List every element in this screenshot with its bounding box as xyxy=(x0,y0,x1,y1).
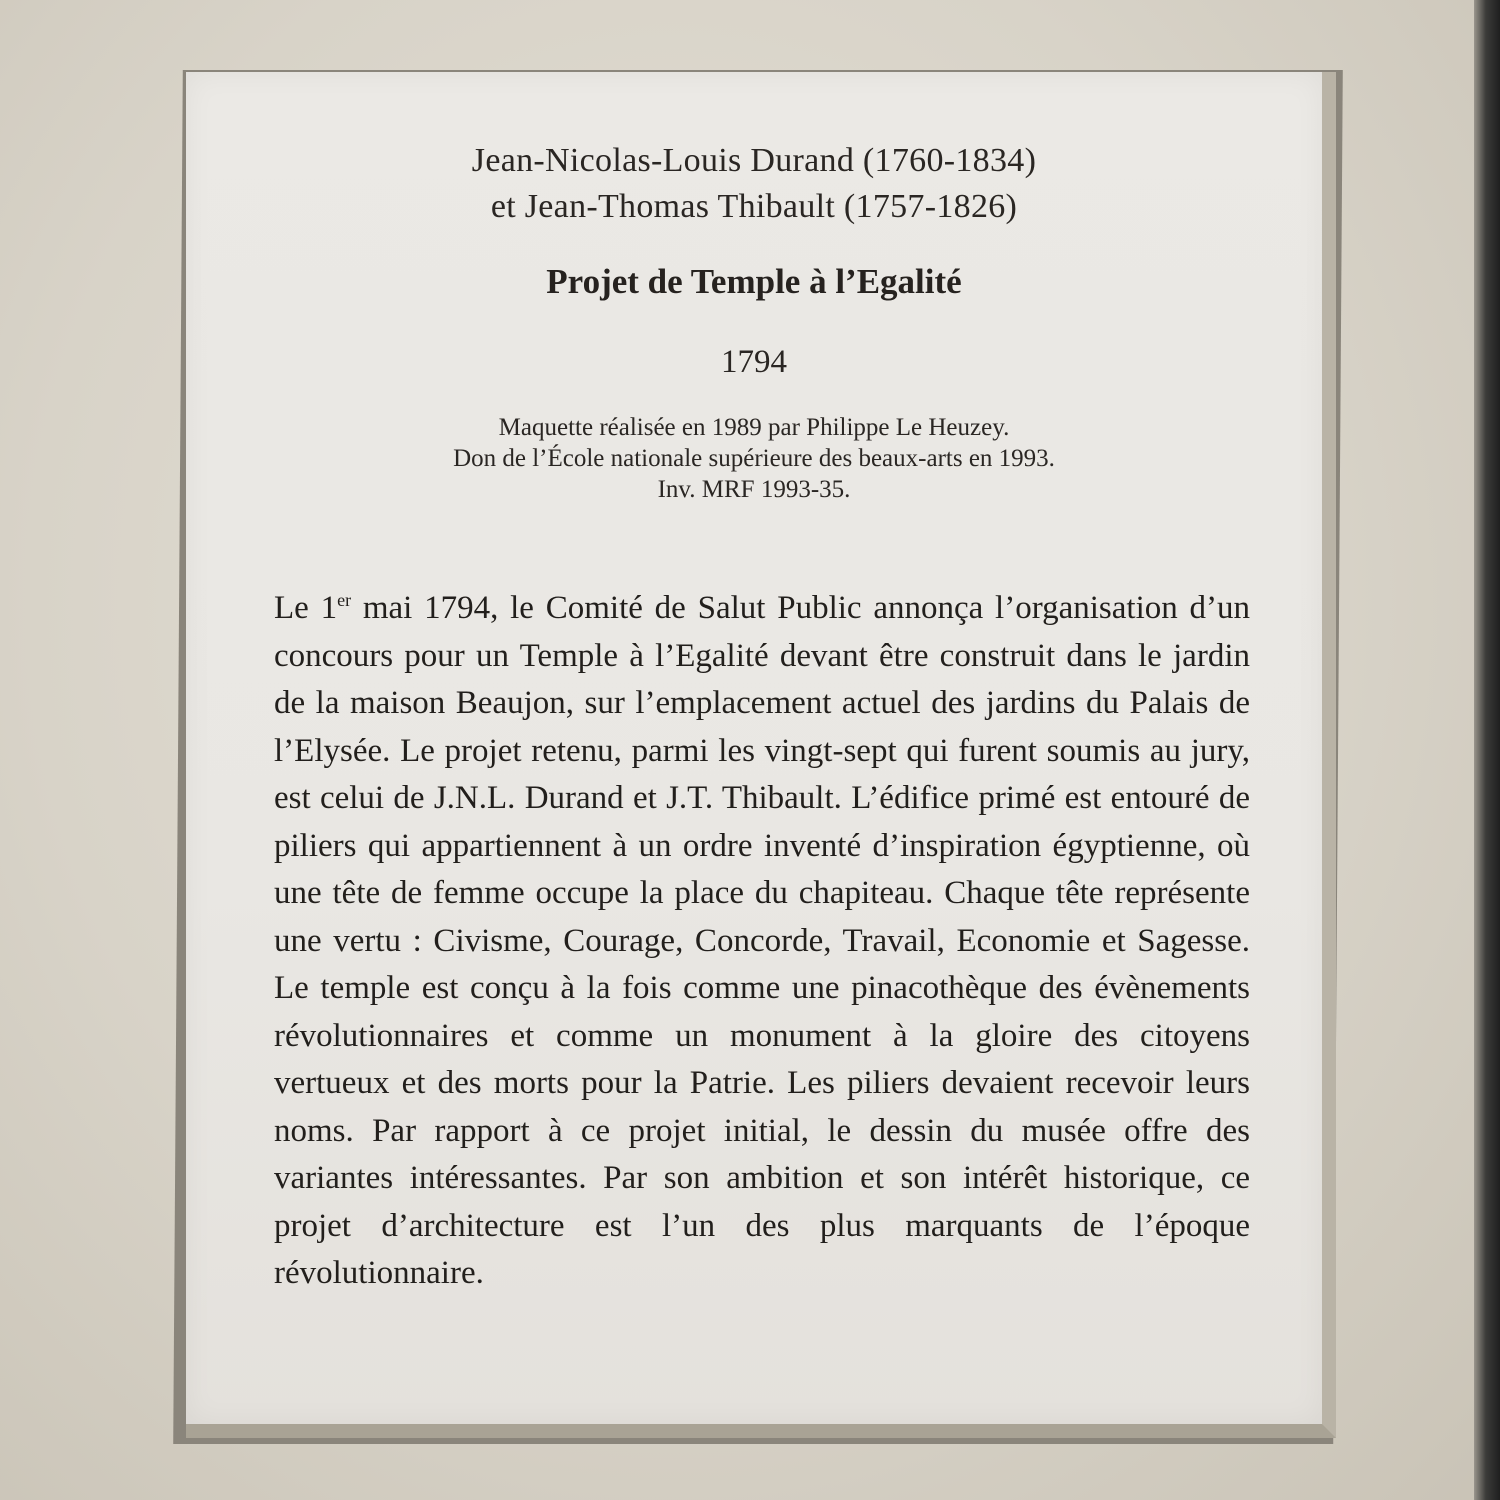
museum-label-panel xyxy=(186,72,1336,1438)
frame-edge xyxy=(1474,0,1500,1500)
author-line-1: Jean-Nicolas-Louis Durand (1760-1834) xyxy=(471,142,1037,179)
artwork-year: 1794 xyxy=(721,344,787,380)
credits-block xyxy=(186,412,1322,505)
description-body: mai 1794, le Comité de Salut Public annonça l’organisation d’un concours pour un Temple à l’Egalité devant être construit dans le jardin de la maison Beaujon, sur l’emplacement actuel des jardins du Palais de l’Elysée. Le projet retenu, parmi les vingt-sept qui furent soumis au jury, est celui de J.N.L. Durand et J.T. Thibault. L’édifice primé est entouré de piliers qui appartiennent à un ordre inventé d’inspiration égyptienne, où une tête de femme occupe la place du chapiteau. Chaque tête représente une vertu : Civisme, Courage, Concorde, Travail, Economie et Sagesse. Le temple est conçu à la fois comme une pinacothèque des évènements révolutionnaires et comme un monument à la gloire des citoyens vertueux et des morts pour la Patrie. Les piliers devaient recevoir leurs noms. Par rapport à ce projet initial, le dessin du musée offre des variantes intéressantes. Par son ambition et son intérêt historique, ce projet d’architecture est l’un des plus marquants de l’époque révolutionnaire. xyxy=(274,590,1251,1291)
author-line-2: et Jean-Thomas Thibault (1757-1826) xyxy=(490,188,1018,225)
credit-line-2: Don de l’École nationale supérieure des beaux-arts en 1993. xyxy=(453,445,1055,472)
description-lead: Le 1 xyxy=(274,590,338,626)
description-text xyxy=(274,585,1250,1298)
credit-line-3: Inv. MRF 1993-35. xyxy=(657,476,851,503)
artwork-title: Projet de Temple à l’Egalité xyxy=(546,262,962,301)
credit-line-1: Maquette réalisée en 1989 par Philippe Le Heuzey. xyxy=(498,414,1010,441)
authors-block xyxy=(186,138,1322,230)
ordinal-superscript: er xyxy=(337,590,352,610)
